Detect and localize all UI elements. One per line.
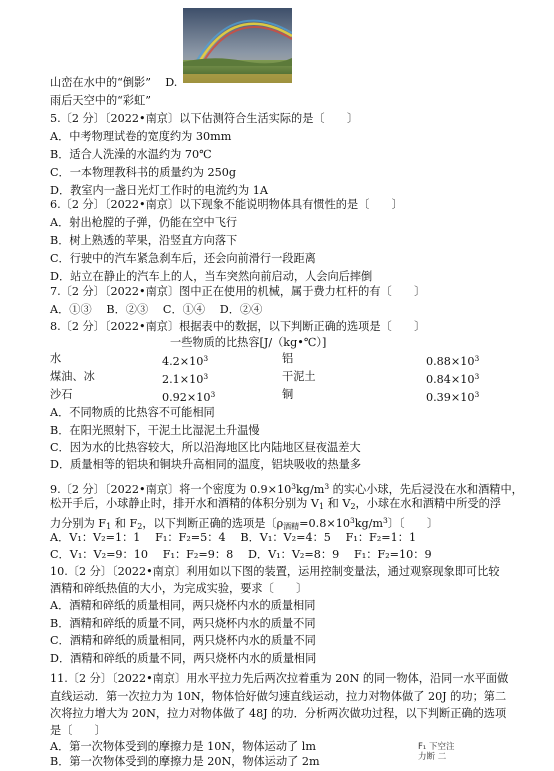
q7-options: A．①③ B．②③ C．①④ D．②④ — [50, 303, 263, 316]
q10-option-a: A．酒精和碎纸的质量相同，两只烧杯内水的质量相同 — [50, 599, 316, 612]
q8-option-d: D．质量相等的铝块和铜块升高相同的温度，铝块吸收的热量多 — [50, 458, 362, 471]
question-11-line-3: 次将拉力增大为 20N，拉力对物体做了 48J 的功．分析两次做功过程，以下判断正确的选项 — [50, 707, 507, 720]
table-cell: 铜 — [282, 388, 294, 401]
question-7: 7.〔2 分〕〔2022•南京〕图中正在使用的机械，属于费力杠杆的有〔 〕 — [50, 285, 426, 298]
figure-label-fragment: F₁ 下空注 力断 二 — [418, 742, 455, 762]
q10-option-b: B．酒精和碎纸的质量不同，两只烧杯内水的质量不同 — [50, 617, 316, 630]
q5-option-a: A．中考物理试卷的宽度约为 30mm — [50, 130, 232, 143]
q6-option-d: D．站立在静止的汽车上的人，当车突然向前启动，人会向后摔倒 — [50, 270, 373, 283]
table-cell: $2.1\times 10^3$ — [162, 372, 209, 386]
q10-option-c: C．酒精和碎纸的质量相同，两只烧杯内水的质量不同 — [50, 634, 316, 647]
q6-option-a: A．射出枪膛的子弹，仍能在空中飞行 — [50, 216, 238, 229]
table-cell: $0.84\times 10^3$ — [426, 372, 480, 386]
question-10-line-1: 10.〔2 分〕〔2022•南京〕利用如以下图的装置，运用控制变量法，通过观察现象即可比较 — [50, 565, 500, 578]
question-9-line-1: 9.〔2 分〕〔2022•南京〕将一个密度为 $0.9\times 10^3kg/m^3$ 的实心小球，先后浸没在水和酒精中， — [50, 482, 523, 496]
q8-option-c: C．因为水的比热容较大，所以沿海地区比内陆地区昼夜温差大 — [50, 441, 361, 454]
option-d-text: 雨后天空中的“彩虹” — [50, 94, 151, 107]
question-11-line-4: 是〔 〕 — [50, 724, 106, 737]
table-cell: 煤油、冰 — [50, 370, 95, 383]
table-cell: 水 — [50, 352, 62, 365]
q6-option-b: B．树上熟透的苹果，沿竖直方向落下 — [50, 234, 238, 247]
question-9-line-2: 松开手后，小球静止时，排开水和酒精的体积分别为 $V_1$ 和 $V_2$，小球在水和酒精中所受的浮 — [50, 497, 501, 511]
q11-option-a: A．第一次物体受到的摩擦力是 10N，物体运动了 lm — [50, 740, 316, 753]
question-8: 8.〔2 分〕〔2022•南京〕根据表中的数据，以下判断正确的选项是〔 〕 — [50, 320, 426, 333]
q6-option-c: C．行驶中的汽车紧急刹车后，还会向前滑行一段距离 — [50, 252, 316, 265]
q8-option-a: A．不同物质的比热容不可能相同 — [50, 406, 215, 419]
question-10-line-2: 酒精和碎纸热值的大小，为完成实验，要求〔 〕 — [50, 582, 308, 595]
option-c-text: 山峦在水中的“倒影” D. — [50, 76, 178, 89]
question-11-line-2: 直线运动．第一次拉力为 10N，物体恰好做匀速直线运动，拉力对物体做了 20J 的功；第二 — [50, 690, 507, 703]
q11-option-b: B．第一次物体受到的摩擦力是 20N，物体运动了 2m — [50, 755, 320, 768]
table-cell: $0.92\times 10^3$ — [162, 390, 216, 404]
q5-option-b: B．适合人洗澡的水温约为 70℃ — [50, 148, 212, 161]
q9-options-ab: A．V₁：V₂=1：1 F₁：F₂=5：4 B．V₁：V₂=4：5 F₁：F₂=1：1 — [50, 531, 417, 544]
table-cell: $4.2\times 10^3$ — [162, 354, 209, 368]
table-cell: 铝 — [282, 352, 294, 365]
rainbow-photo — [183, 8, 292, 83]
q9-options-cd: C．V₁：V₂=9：10 F₁：F₂=9：8 D．V₁：V₂=8：9 F₁：F₂=10：9 — [50, 548, 432, 561]
table-title: 一些物质的比热容[J/（kg•℃）] — [170, 336, 327, 349]
q5-option-d: D．教室内一盏日光灯工作时的电流约为 1A — [50, 184, 268, 197]
q10-option-d: D．酒精和碎纸的质量不同，两只烧杯内水的质量相同 — [50, 652, 317, 665]
question-11-line-1: 11.〔2 分〕〔2022•南京〕用水平拉力先后两次拉着重为 20N 的同一物体，沿同一水平面做 — [50, 672, 509, 685]
q5-option-c: C．一本物理教科书的质量约为 250g — [50, 166, 237, 179]
question-6: 6.〔2 分〕〔2022•南京〕以下现象不能说明物体具有惯性的是〔 〕 — [50, 198, 403, 211]
q8-option-b: B．在阳光照射下，干泥土比湿泥土升温慢 — [50, 424, 260, 437]
table-cell: $0.39\times 10^3$ — [426, 390, 480, 404]
table-cell: 沙石 — [50, 388, 73, 401]
question-5: 5.〔2 分〕〔2022•南京〕以下估测符合生活实际的是〔 〕 — [50, 112, 359, 125]
question-9-line-3: 力分别为 $F_1$ 和 $F_2$，以下判断正确的选项是〔$\rho_{酒精}=0.8\times 10^3kg/m^3$〕〔 〕 — [50, 516, 439, 531]
table-cell: 干泥土 — [282, 370, 316, 383]
table-cell: $0.88\times 10^3$ — [426, 354, 480, 368]
